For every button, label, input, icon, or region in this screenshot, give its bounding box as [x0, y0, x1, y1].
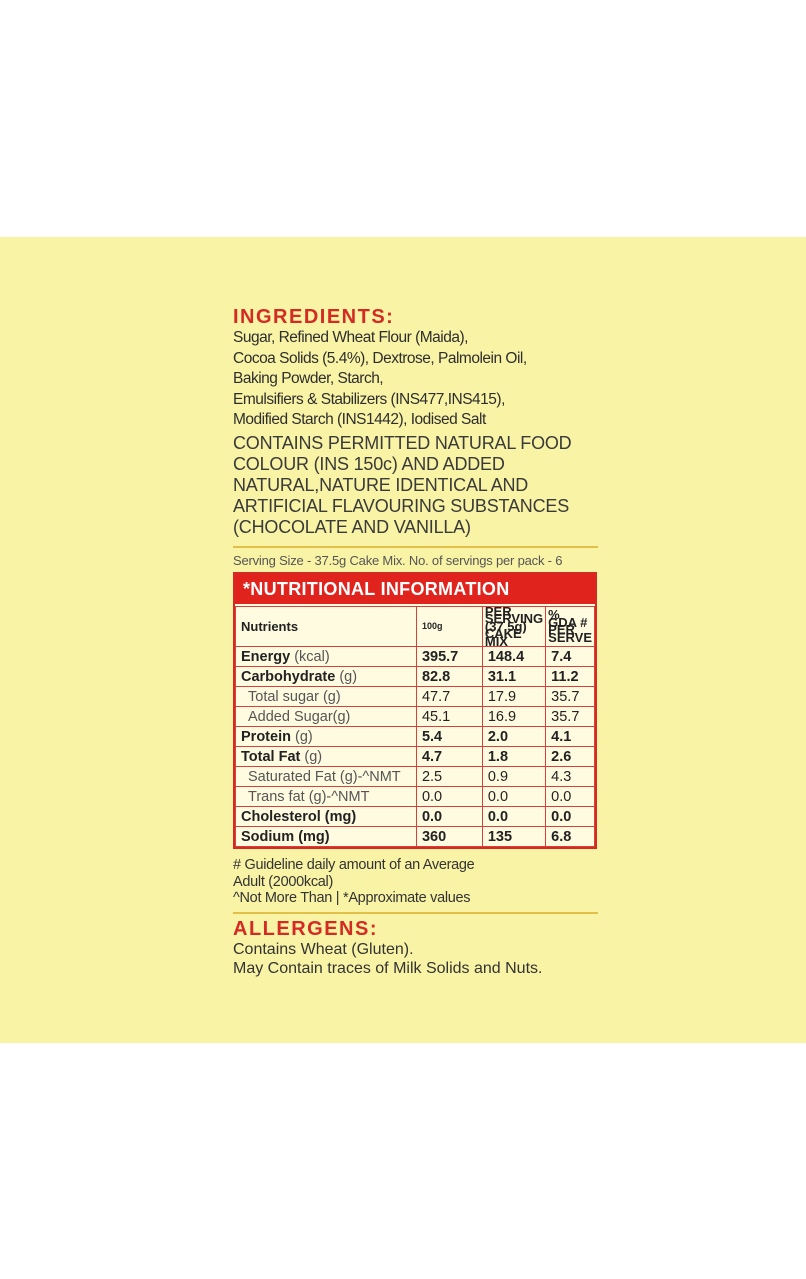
statement-line: CONTAINS PERMITTED NATURAL FOOD — [233, 432, 572, 453]
value-gda: 11.2 — [546, 667, 595, 687]
ingredients-heading: INGREDIENTS: — [233, 306, 395, 328]
value-gda: 0.0 — [546, 807, 595, 827]
nutrient-name — [236, 667, 417, 687]
footnote-line: # Guideline daily amount of an Average — [233, 857, 475, 873]
value-per-serving: 16.9 — [482, 707, 545, 727]
nutrient-label: Energy — [241, 648, 291, 665]
value-gda: 35.7 — [546, 687, 595, 707]
nutrient-unit: (g) — [294, 728, 313, 745]
value-gda: 7.4 — [546, 647, 595, 667]
nutrient-name: Saturated Fat (g)-^NMT — [236, 767, 417, 787]
footnote-line: Adult (2000kcal) — [233, 873, 333, 890]
header-nutrients: Nutrients — [236, 606, 417, 647]
nutrient-name: Added Sugar(g) — [236, 707, 417, 727]
value-per-100g: 360 — [416, 827, 482, 847]
table-row — [236, 807, 595, 827]
value-per-serving: 148.4 — [482, 647, 545, 667]
value-gda: 4.1 — [546, 727, 595, 747]
value-per-100g: 395.7 — [416, 647, 482, 667]
serving-size-info: Serving Size - 37.5g Cake Mix. No. of servings per pack - 6 — [233, 546, 598, 568]
nutrient-name: Cholesterol (mg) — [236, 807, 417, 827]
nutrition-title: *NUTRITIONAL INFORMATION — [235, 574, 595, 604]
value-gda: 35.7 — [546, 707, 595, 727]
ingredient-line: Modified Starch (INS1442), Iodised Salt — [233, 411, 486, 428]
divider — [233, 912, 598, 914]
value-per-serving: 2.0 — [482, 727, 545, 747]
table-row — [236, 647, 595, 667]
ingredient-line: Baking Powder, Starch, — [233, 370, 384, 387]
table-row — [236, 767, 595, 787]
header-per-serving: PER SERVING (37.5g) CAKE MIX — [482, 606, 545, 647]
value-gda: 0.0 — [546, 787, 595, 807]
table-row — [236, 707, 595, 727]
ingredient-line: Cocoa Solids (5.4%), Dextrose, Palmolein Oil, — [233, 349, 527, 367]
nutrient-unit: (g) — [339, 668, 358, 685]
table-row — [236, 727, 595, 747]
footnotes — [233, 857, 598, 907]
value-per-100g: 0.0 — [416, 807, 482, 827]
header-per-100g: 100g — [416, 606, 482, 647]
table-row — [236, 827, 595, 847]
label-content — [233, 306, 598, 978]
value-gda: 2.6 — [546, 747, 595, 767]
nutrient-unit: (kcal) — [294, 648, 330, 665]
allergens-heading: ALLERGENS: — [233, 917, 378, 940]
value-per-100g: 4.7 — [416, 747, 482, 767]
table-row — [236, 747, 595, 767]
nutrient-name: Trans fat (g)-^NMT — [236, 787, 417, 807]
statement-line: (CHOCOLATE AND VANILLA) — [233, 516, 471, 537]
nutrient-unit: (g) — [304, 748, 323, 765]
value-per-100g: 45.1 — [416, 707, 482, 727]
value-per-serving: 17.9 — [482, 687, 545, 707]
value-gda: 6.8 — [546, 827, 595, 847]
statement-line: COLOUR (INS 150c) AND ADDED — [233, 453, 505, 474]
value-gda: 4.3 — [546, 767, 595, 787]
value-per-serving: 0.9 — [482, 767, 545, 787]
nutrient-label: Carbohydrate — [241, 668, 336, 685]
footnote-line: ^Not More Than | *Approximate values — [233, 890, 471, 906]
nutrition-panel — [233, 572, 597, 850]
statement-line: NATURAL,NATURE IDENTICAL AND — [233, 474, 529, 495]
value-per-100g: 47.7 — [416, 687, 482, 707]
value-per-serving: 0.0 — [482, 807, 545, 827]
ingredient-line: Emulsifiers & Stabilizers (INS477,INS415), — [233, 390, 505, 408]
colour-flavour-statement — [233, 433, 598, 538]
value-per-100g: 2.5 — [416, 767, 482, 787]
table-header-row — [236, 606, 595, 647]
table-row — [236, 687, 595, 707]
value-per-serving: 31.1 — [482, 667, 545, 687]
nutrient-label: Protein — [241, 728, 291, 745]
ingredient-line: Sugar, Refined Wheat Flour (Maida), — [233, 329, 468, 346]
nutrition-table — [235, 603, 595, 848]
header-gda: % GDA # PER SERVE — [546, 606, 595, 647]
value-per-100g: 82.8 — [416, 667, 482, 687]
table-row — [236, 667, 595, 687]
allergen-line: May Contain traces of Milk Solids and Nuts. — [233, 959, 543, 977]
statement-line: ARTIFICIAL FLAVOURING SUBSTANCES — [233, 495, 569, 516]
value-per-100g: 0.0 — [416, 787, 482, 807]
ingredients-list — [233, 328, 598, 431]
value-per-serving: 0.0 — [482, 787, 545, 807]
value-per-100g: 5.4 — [416, 727, 482, 747]
nutrient-name — [236, 747, 417, 767]
allergen-line: Contains Wheat (Gluten). — [233, 940, 414, 958]
value-per-serving: 1.8 — [482, 747, 545, 767]
nutrient-name — [236, 647, 417, 667]
nutrient-name: Total sugar (g) — [236, 687, 417, 707]
table-row — [236, 787, 595, 807]
value-per-serving: 135 — [482, 827, 545, 847]
nutrient-name: Sodium (mg) — [236, 827, 417, 847]
nutrient-name — [236, 727, 417, 747]
nutrient-label: Total Fat — [241, 748, 301, 765]
